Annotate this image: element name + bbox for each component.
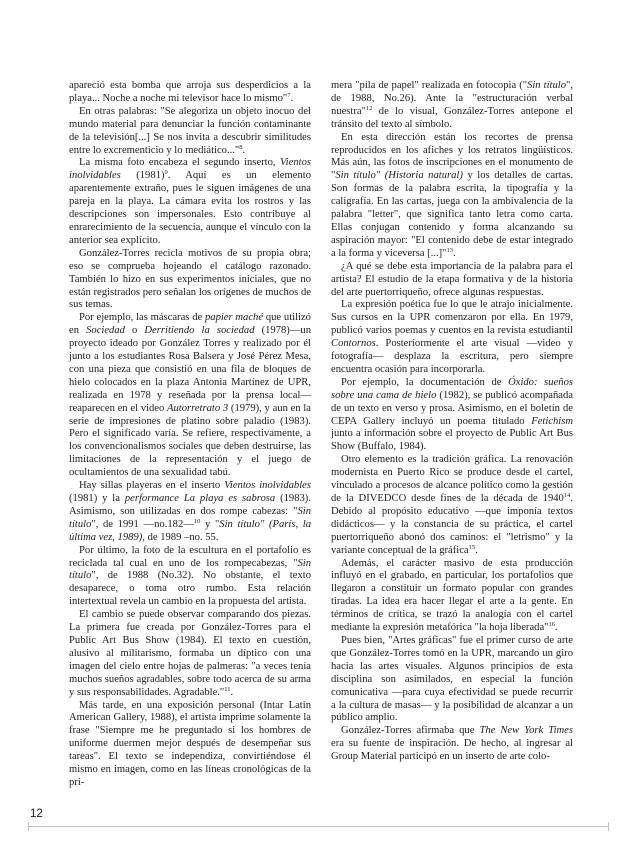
left-column-paragraph	[69, 248, 311, 313]
text-run: .	[290, 92, 294, 104]
text-run: (1981) y la	[69, 493, 125, 504]
text-run: junto a información sobre el proyecto de Public Art Bus Show (Buffalo, 1984).	[331, 428, 573, 453]
right-column-paragraph	[331, 635, 573, 725]
footer-rule-left-tick	[28, 822, 29, 831]
text-run: de lo visual, González-Torres antepone el tránsito del texto al símbolo.	[331, 105, 573, 130]
text-run: .	[230, 686, 234, 698]
right-column	[331, 80, 573, 764]
text-run: (1983). Asimismo, son utilizadas en dos rompe cabezas: "	[69, 493, 311, 517]
text-run: (1979), y aun en la serie de impresiones de platino sobre paladio (1983). Pero el significado varía. Se refiere, respectivamente, a los convencionalismos sociales que deben destruirse, las limitaciones de la representación y el juego de ocultamientos de una sexualidad tabú.	[69, 402, 311, 479]
left-column-paragraph	[69, 80, 311, 106]
text-run: Por ejemplo, la documentación de	[341, 376, 509, 388]
text-run: Otro elemento es la tradición gráfica. La renovación modernista en Puerto Rico se produce desde el cartel, vinculado a procesos de alcance político como la gestión de la DIVEDCO desde fines de la década de 1940	[331, 454, 573, 504]
text-run: La misma foto encabeza el segundo inserto,	[79, 157, 280, 169]
left-column-paragraph	[69, 157, 311, 247]
text-run: Pues bien, "Artes gráficas" fue el primer curso de arte que González-Torres tomó en la UPR, marcando un giro hacia las artes visuales. Algunos principios de esta disciplina son asimilados, en especial la función comunicativa —para cuya efectividad se puede recurrir a la cultura de masas— y la posibilidad de alcanzar a un público amplio.	[331, 634, 573, 724]
footnote-ref: 12	[365, 104, 373, 112]
italic-text: papier maché	[204, 312, 264, 324]
text-run: ¿A qué se debe esta importancia de la palabra para el artista? El estudio de la etapa formativa y de la historia del arte puertorriqueño, ofrece algunas respuestas.	[331, 260, 573, 298]
italic-text: Sociedad	[86, 325, 125, 337]
text-run: Hay sillas playeras en el inserto	[79, 480, 225, 492]
footnote-ref: 13	[446, 246, 454, 254]
text-run: mera "pila de papel" realizada en fotocopia ("	[331, 80, 528, 91]
left-column-paragraph	[69, 312, 311, 480]
text-run: .	[453, 247, 456, 259]
text-run: Por ejemplo, las máscaras de	[79, 312, 205, 324]
footer-rule-right-tick	[608, 822, 609, 831]
left-column	[69, 80, 311, 790]
text-run: El cambio se puede observar comparando dos piezas. La primera fue creada por González-Torres para el Public Art Bus Show (1984). El texto en cuestión, alusivo al militarismo, formaba un díptico con una imagen del cielo entre hojas de palmeras: "a veces tenía muchos sueños agradables, sobre todo acerca de su arma y sus responsabilidades. Agradable."	[69, 609, 311, 698]
text-run: (1981)	[120, 170, 165, 182]
italic-text: performance La playa es sabrosa	[124, 493, 276, 504]
text-run: . Aquí es un elemento aparentemente extraño, pues le siguen imágenes de una pareja en la playa. La cámara evita los rostros y las descripciones son impersonales. Esto contribuye al enrarecimiento de la secuencia, aunque el vínculo con la anterior sea explícito.	[69, 170, 311, 246]
italic-text: Sin título	[69, 505, 311, 530]
text-run: o	[124, 325, 145, 337]
footnote-ref: 8	[239, 143, 243, 151]
right-column-paragraph	[331, 454, 573, 557]
right-column-paragraph	[331, 80, 573, 132]
footnote-ref: 15	[468, 543, 476, 551]
text-run: Por último, la foto de la escultura en el portafolio es reciclada tal cual en uno de los rompecabezas, "	[69, 544, 311, 569]
right-column-paragraph	[331, 132, 573, 261]
text-run: González-Torres afirmaba que	[341, 725, 480, 737]
right-column-paragraph	[331, 261, 573, 300]
text-run: . Debido al propósito educativo —que imponía textos didácticos— y la constancia de su práctica, el cartel puertorriqueño abonó dos caminos: el "letrismo" y la variante conceptual de la gráfica	[331, 493, 573, 556]
text-run: , de 1989 –no. 55.	[142, 531, 219, 543]
italic-text: Derritiendo la sociedad	[144, 325, 255, 337]
footnote-ref: 10	[193, 517, 201, 525]
footer-rule	[28, 826, 609, 827]
text-run: ", de 1988 (No.32). No obstante, el texto desaparece, o toma otro rumbo. Esta relación intertextual revela un cambio en la propuesta del artista.	[69, 570, 311, 608]
text-run: . Posteriormente el arte visual —video y fotografía— desplaza la escritura, pero siempre encuentra ocasión para incorporarla.	[331, 338, 573, 375]
text-run: Más tarde, en una exposición personal (Intar Latin American Gallery, 1988), el artista imprime solamente la frase "Siempre me he preguntado si los hombres de uniforme duermen mejor después de desempeñar sus tareas". El texto se independiza, convirtiéndose él mismo en imagen, como en las líneas cronológicas de la pri-	[69, 699, 311, 788]
text-run: era su fuente de inspiración. De hecho, al ingresar al Group Material participó en un inserto de arte colo-	[331, 738, 573, 763]
right-column-paragraph	[331, 725, 573, 764]
text-run: .	[475, 544, 478, 556]
italic-text: Sin título	[69, 557, 311, 582]
left-column-paragraph	[69, 609, 311, 699]
right-column-paragraph	[331, 299, 573, 376]
text-run: (1978)—un proyecto ideado por González Torres y realizado por él junto a los estudiantes Rosa Balsera y José Pérez Mesa, con una pieza que consistió en una fila de bloques de hielo colocados en la plaza Antonia Martínez de UPR, realizada en 1978 y reseñada por la prensa local— reaparecen en el video	[69, 325, 312, 414]
left-column-paragraph	[69, 545, 311, 610]
page-number: 12	[30, 808, 43, 820]
left-column-paragraph	[69, 700, 311, 790]
text-run: y "	[200, 518, 220, 530]
italic-text: Vientos inolvidables	[69, 157, 311, 182]
left-column-paragraph	[69, 106, 311, 158]
text-run: Además, el carácter masivo de esta producción influyó en el grabado, en particular, los portafolios que llegaron a constituir un formato popular con grandes tiradas. La idea era hacer llegar el arte a la gente. En términos de crítica, se trazó la analogía con el cartel mediante la expresión metafórica "la hoja liberada"	[331, 557, 573, 634]
left-column-paragraph	[69, 480, 311, 545]
text-run: apareció esta bomba que arroja sus desperdicios a la playa... Noche a noche mi televisor hace lo mismo"	[69, 80, 311, 104]
right-column-paragraph	[331, 377, 573, 454]
text-run: González-Torres recicla motivos de su propia obra; eso se comprueba hojeando el catálogo razonado. También lo hizo en sus experimentos iniciales, que no están registrados pero señalan los orígenes de muchos de sus temas.	[69, 247, 311, 311]
text-run: ", de 1991 —no.182—	[91, 518, 194, 530]
italic-text: Sin título" (París, la última vez, 1989)	[69, 518, 312, 543]
italic-text: Sin título	[527, 80, 567, 91]
italic-text: Fetichism	[531, 415, 573, 427]
footnote-ref: 9	[164, 169, 168, 177]
italic-text: Óxido: sueños sobre una cama de hielo	[331, 376, 573, 401]
text-run: ", de 1988, No.26). Ante la "estructuración verbal nuestra"	[331, 80, 573, 117]
footnote-ref: 16	[548, 621, 555, 629]
italic-text: The New York Times	[479, 725, 573, 737]
italic-text: Sin título" (Historia natural)	[335, 170, 463, 182]
text-run: La expresión poética fue lo que le atrajo inicialmente. Sus cursos en la UPR comenzaron por ella. En 1979, publicó varios poemas y cuentos en la revista estudiantil	[331, 299, 573, 337]
footnote-ref: 11	[224, 685, 231, 693]
italic-text: Autorretrato 3	[166, 402, 229, 414]
right-column-paragraph	[331, 558, 573, 635]
text-run: En esta dirección están los recortes de prensa reproducidos en los afiches y los retratos lingüísticos. Más aún, las fotos de inscripciones en el monumento de "	[331, 131, 573, 182]
text-run: .	[554, 622, 558, 634]
text-run: (1982), se publicó acompañada de un texto en verso y prosa. Asimismo, en el boletín de CEPA Gallery incluyó un poema titulado	[331, 389, 574, 427]
text-run: que utilizó en	[69, 312, 311, 337]
italic-text: Contornos	[331, 338, 376, 350]
footnote-ref: 14	[563, 492, 571, 499]
text-run: .	[242, 144, 246, 156]
italic-text: Vientos inolvidables	[224, 480, 311, 492]
footnote-ref: 7	[287, 91, 291, 99]
text-run: y los detalles de cartas. Son formas de la palabra escrita, la tipografía y la caligrafía. En las cartas, juega con la ambivalencia de la palabra "letter", que significa tanto letra como carta. Ellas conjugan contenido y forma alcanzando su aspiración mayor: "El contenido debe de estar integrado a la forma y viceversa [...]"	[331, 170, 574, 259]
text-run: En otras palabras: "Se alegoriza un objeto inocuo del mundo material para denunciar la función contaminante de la televisión[...] Se nos invita a descubrir similitudes entre lo excrementicio y lo mediático..."	[69, 105, 311, 156]
